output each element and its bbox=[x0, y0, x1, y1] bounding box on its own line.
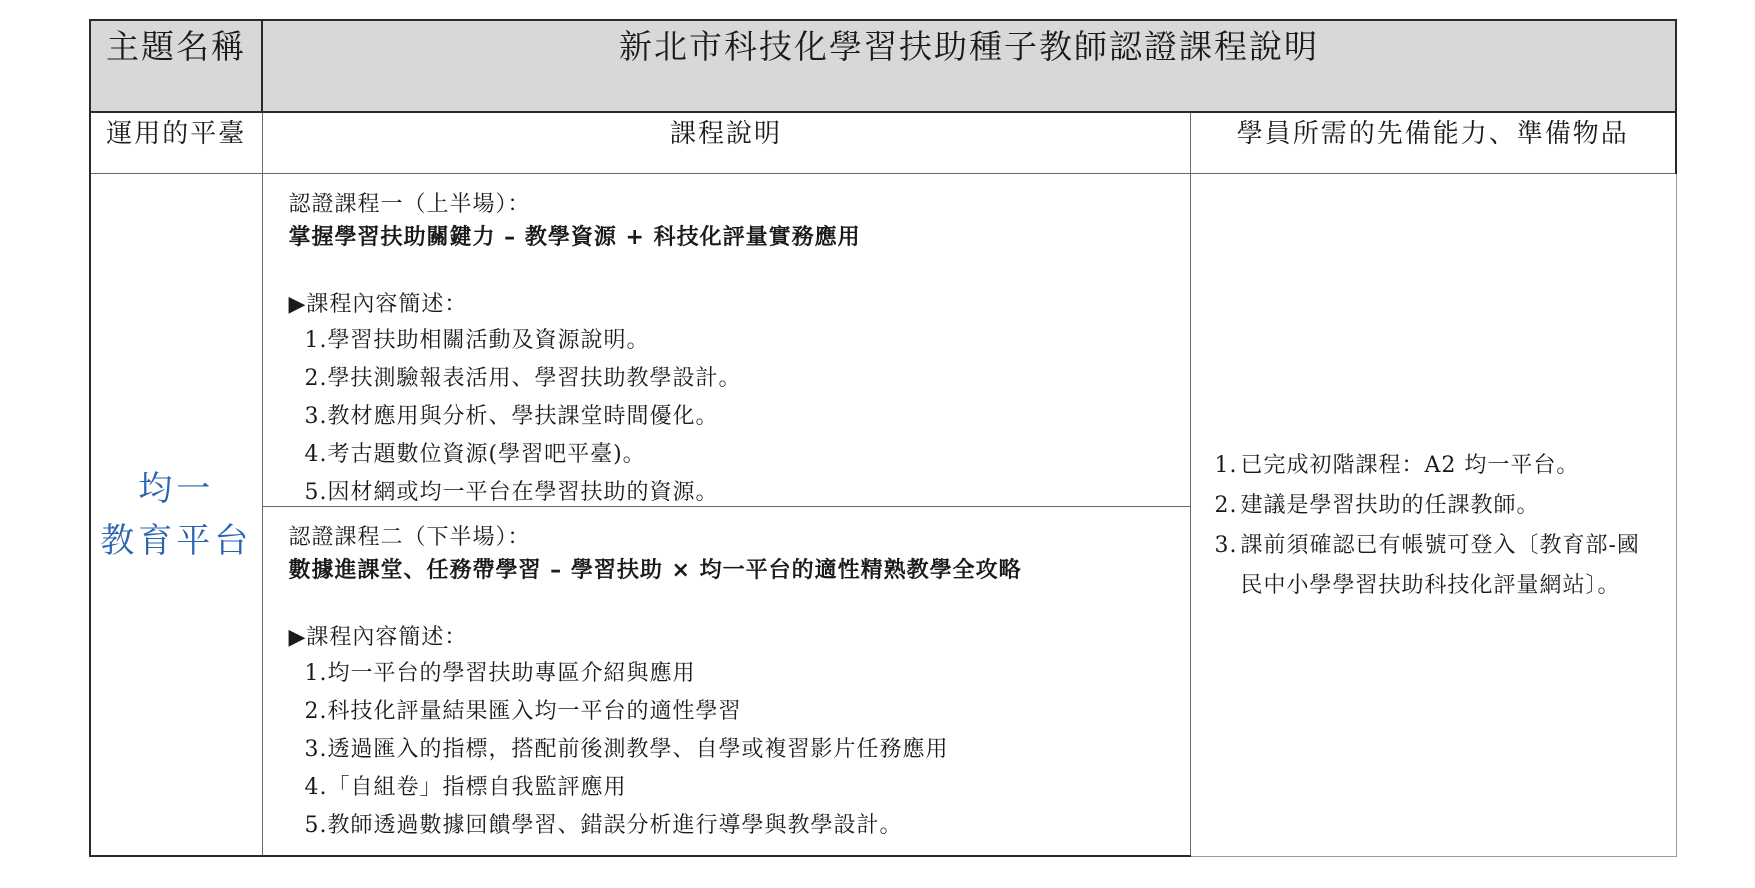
column-header-platform: 運用的平臺 bbox=[90, 112, 262, 174]
platform-cell bbox=[90, 174, 262, 857]
course-subtitle: 數據進課堂、任務帶學習 – 學習扶助 × 均一平台的適性精熟教學全攻略 bbox=[288, 558, 1022, 583]
course-block bbox=[263, 507, 1190, 855]
requirement-item bbox=[1215, 486, 1676, 526]
course-item: 1.均一平台的學習扶助專區介紹與應用 bbox=[304, 661, 696, 686]
requirements-cell bbox=[1190, 174, 1676, 857]
course-section-label: ▶課程內容簡述： bbox=[288, 292, 468, 317]
course-item: 5.因材網或均一平台在學習扶助的資源。 bbox=[304, 480, 719, 505]
requirement-number: 3. bbox=[1214, 532, 1238, 558]
course-subtitle: 掌握學習扶助關鍵力 – 教學資源 + 科技化評量實務應用 bbox=[288, 225, 861, 250]
course-item: 4.「自組卷」指標自我監評應用 bbox=[304, 775, 627, 800]
requirements-list bbox=[1191, 446, 1676, 606]
column-header-description: 課程說明 bbox=[262, 112, 1190, 174]
requirement-text: 已完成初階課程：A2 均一平台。 bbox=[1240, 452, 1580, 478]
course-block bbox=[263, 174, 1190, 506]
requirement-number: 2. bbox=[1214, 492, 1238, 518]
requirement-text: 建議是學習扶助的任課教師。 bbox=[1240, 492, 1540, 518]
column-header-requirements: 學員所需的先備能力、準備物品 bbox=[1190, 112, 1676, 174]
topic-label: 主題名稱 bbox=[90, 20, 262, 112]
requirement-item bbox=[1215, 526, 1676, 606]
course-item: 3.教材應用與分析、學扶課堂時間優化。 bbox=[304, 404, 719, 429]
column-header-row bbox=[90, 112, 1676, 174]
course-cell-2 bbox=[262, 507, 1190, 857]
requirement-number: 1. bbox=[1214, 452, 1238, 478]
course-item: 3.透過匯入的指標，搭配前後測教學、自學或複習影片任務應用 bbox=[304, 737, 949, 762]
course-item: 2.科技化評量結果匯入均一平台的適性學習 bbox=[304, 699, 742, 724]
course-row-1 bbox=[90, 174, 1676, 507]
page-title: 新北市科技化學習扶助種子教師認證課程說明 bbox=[262, 20, 1676, 112]
course-heading: 認證課程一（上半場）： bbox=[288, 192, 531, 217]
course-item: 5.教師透過數據回饋學習、錯誤分析進行導學與教學設計。 bbox=[304, 813, 903, 838]
course-item: 4.考古題數位資源(學習吧平臺)。 bbox=[304, 442, 646, 467]
course-item: 1.學習扶助相關活動及資源說明。 bbox=[304, 328, 650, 353]
requirement-text: 課前須確認已有帳號可登入〔教育部-國民中小學學習扶助科技化評量網站〕。 bbox=[1240, 532, 1640, 598]
course-heading: 認證課程二（下半場）： bbox=[288, 525, 531, 550]
course-section-label: ▶課程內容簡述： bbox=[288, 625, 468, 650]
platform-name-line2: 教育平台 bbox=[100, 520, 253, 561]
course-cell-1 bbox=[262, 174, 1190, 507]
course-table bbox=[89, 19, 1677, 857]
title-row bbox=[90, 20, 1676, 112]
requirement-item bbox=[1215, 446, 1676, 486]
course-item: 2.學扶測驗報表活用、學習扶助教學設計。 bbox=[304, 366, 742, 391]
platform-name-line1: 均一 bbox=[138, 468, 215, 509]
